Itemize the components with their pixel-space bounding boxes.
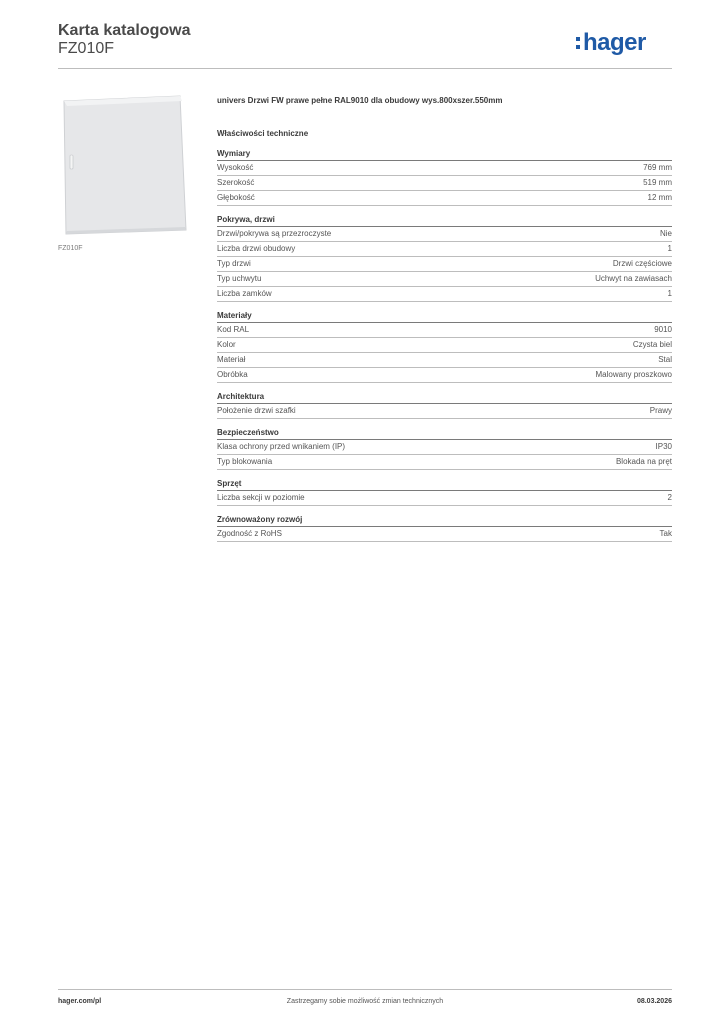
logo-text: hager [583, 29, 646, 56]
spec-group-title: Architektura [217, 391, 672, 404]
product-image [58, 93, 190, 236]
spec-label: Drzwi/pokrywa są przezroczyste [217, 229, 332, 238]
spec-group-title: Zrównoważony rozwój [217, 514, 672, 527]
spec-content [217, 94, 672, 542]
spec-row [217, 491, 672, 506]
spec-groups [217, 148, 672, 542]
spec-label: Obróbka [217, 370, 248, 379]
spec-row [217, 191, 672, 206]
spec-group [217, 514, 672, 542]
spec-label: Kolor [217, 340, 236, 349]
spec-value: 519 mm [643, 178, 672, 187]
spec-value: Prawy [649, 406, 672, 415]
spec-value: 1 [667, 289, 672, 298]
footer-website: hager.com/pl [58, 998, 102, 1005]
spec-group [217, 478, 672, 506]
spec-value: Stal [658, 355, 672, 364]
spec-row [217, 455, 672, 470]
spec-value: Malowany proszkowo [595, 370, 672, 379]
footer-notice: Zastrzegamy sobie możliwość zmian technicznych [286, 998, 444, 1005]
header-divider [58, 68, 672, 69]
spec-label: Wysokość [217, 163, 254, 172]
spec-value: Drzwi częściowe [612, 259, 672, 268]
spec-label: Kod RAL [217, 325, 250, 334]
spec-label: Liczba zamków [217, 289, 272, 298]
spec-group-title: Pokrywa, drzwi [217, 214, 672, 227]
spec-value: Tak [659, 529, 672, 538]
spec-value: 12 mm [647, 193, 672, 202]
spec-value: Nie [659, 229, 672, 238]
spec-row [217, 368, 672, 383]
spec-group [217, 310, 672, 383]
spec-group-title: Bezpieczeństwo [217, 427, 672, 440]
spec-row [217, 176, 672, 191]
spec-row [217, 227, 672, 242]
spec-group-title: Materiały [217, 310, 672, 323]
spec-value: Uchwyt na zawiasach [595, 274, 672, 283]
spec-row [217, 272, 672, 287]
spec-row [217, 527, 672, 542]
specs-heading: Właściwości techniczne [217, 129, 309, 138]
spec-row [217, 161, 672, 176]
spec-row [217, 404, 672, 419]
footer-date: 08.03.2026 [636, 998, 672, 1005]
spec-label: Typ drzwi [217, 259, 251, 268]
spec-row [217, 242, 672, 257]
spec-label: Położenie drzwi szafki [217, 406, 296, 415]
spec-value: Blokada na pręt [615, 457, 672, 466]
spec-value: 769 mm [643, 163, 672, 172]
product-code: FZ010F [58, 40, 115, 57]
spec-group-title: Sprzęt [217, 478, 672, 491]
image-caption: FZ010F [58, 245, 83, 252]
spec-label: Materiał [217, 355, 246, 364]
spec-value: 1 [667, 244, 672, 253]
spec-label: Klasa ochrony przed wnikaniem (IP) [217, 442, 346, 451]
spec-row [217, 353, 672, 368]
spec-value: Czysta biel [632, 340, 672, 349]
document-title: Karta katalogowa [58, 22, 191, 39]
spec-label: Szerokość [217, 178, 255, 187]
spec-label: Zgodność z RoHS [217, 529, 282, 538]
spec-row [217, 287, 672, 302]
spec-group [217, 427, 672, 470]
spec-value: 2 [667, 493, 672, 502]
spec-label: Liczba drzwi obudowy [217, 244, 296, 253]
spec-row [217, 338, 672, 353]
hager-logo [574, 28, 672, 58]
spec-group-title: Wymiary [217, 148, 672, 161]
spec-value: IP30 [655, 442, 672, 451]
spec-label: Typ uchwytu [217, 274, 262, 283]
spec-row [217, 323, 672, 338]
spec-group [217, 391, 672, 419]
spec-label: Typ blokowania [217, 457, 273, 466]
spec-value: 9010 [654, 325, 672, 334]
page-header [58, 20, 672, 70]
spec-row [217, 440, 672, 455]
spec-group [217, 148, 672, 206]
spec-label: Głębokość [217, 193, 255, 202]
spec-group [217, 214, 672, 302]
product-description: univers Drzwi FW prawe pełne RAL9010 dla obudowy wys.800xszer.550mm [217, 96, 503, 105]
footer-divider [58, 989, 672, 990]
spec-label: Liczba sekcji w poziomie [217, 493, 305, 502]
page-footer [58, 998, 672, 1010]
spec-row [217, 257, 672, 272]
